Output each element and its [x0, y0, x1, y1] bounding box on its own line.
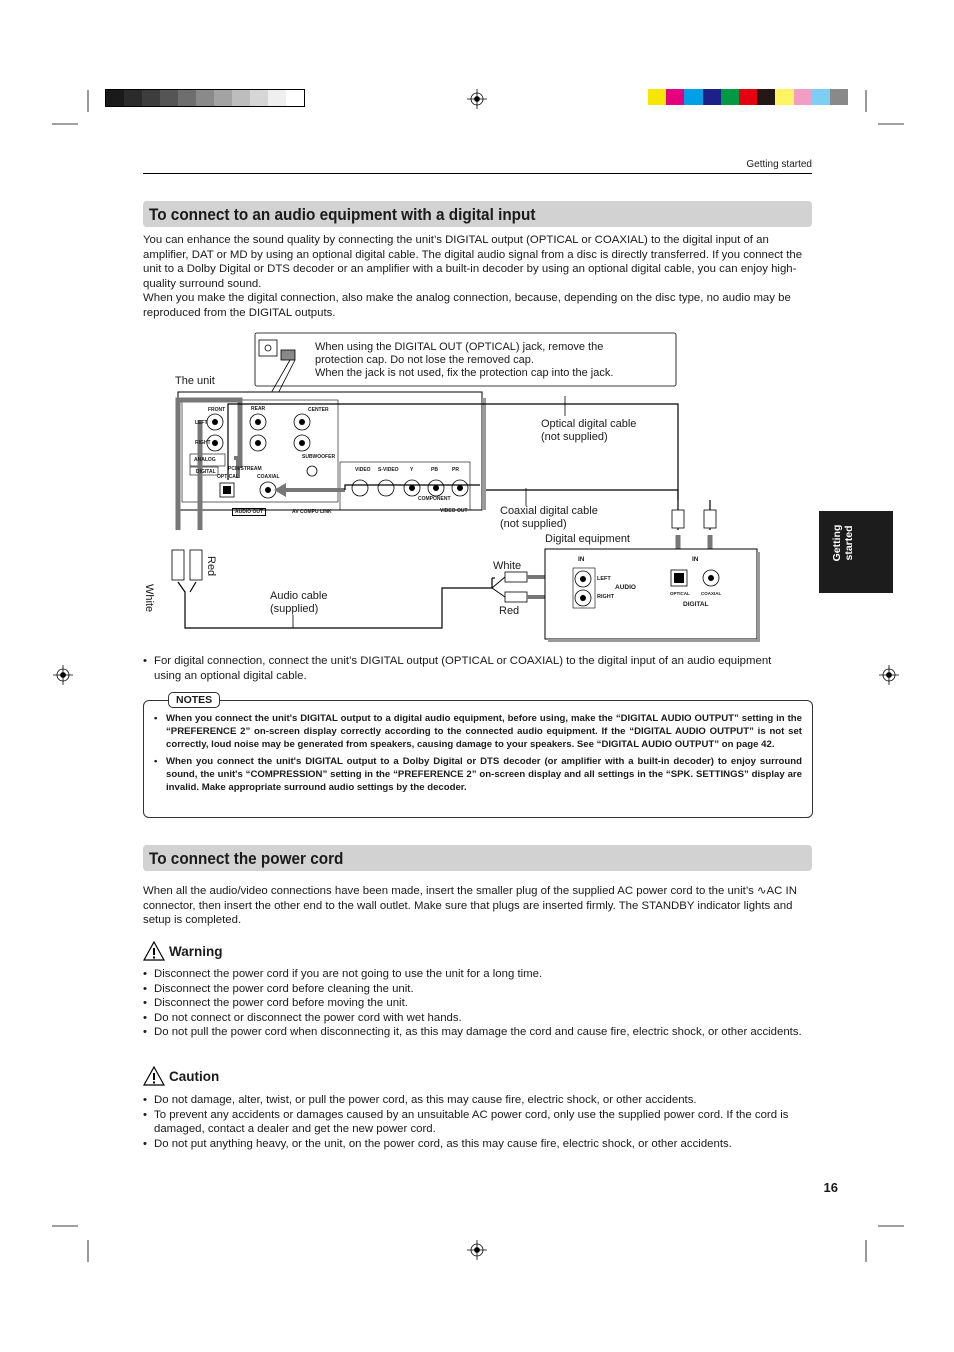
panel-subwoofer: SUBWOOFER	[302, 454, 336, 460]
power-intro-a: When all the audio/video connections have been made, insert the smaller plug of the supplied AC power cord to the unit’s	[143, 885, 754, 897]
optical-cable-line-2: (not supplied)	[541, 431, 608, 443]
panel-pr: PR	[452, 467, 459, 473]
note-item: • When you connect the unit's DIGITAL output to a digital audio equipment, before using, make the “DIGITAL AUDIO OUTPUT” setting in the “PREFERENCE 2” on-screen display correctly according to the connected audio equipment. If the “DIGITAL AUDIO OUTPUT” is not set correctly, loud noise may be generated from speakers, causing damage to your speakers. See “DIGITAL AUDIO OUTPUT” on page 42.	[154, 712, 802, 751]
caution-label: Caution	[169, 1068, 220, 1084]
side-tab-line2: started	[843, 525, 855, 561]
page-number: 16	[823, 1180, 838, 1195]
warning-heading	[143, 941, 223, 961]
panel-video-out: VIDEO OUT	[440, 508, 468, 514]
caution-item: • Do not put anything heavy, or the unit, on the power cord, as this may cause fire, electric shock, or other accidents.	[143, 1137, 811, 1152]
equip-audio: AUDIO	[615, 584, 636, 591]
intro-paragraph	[143, 233, 815, 320]
registration-mark-top	[467, 89, 487, 109]
notes-label: NOTES	[168, 692, 220, 708]
panel-left: LEFT	[195, 420, 208, 426]
red-vertical-label: Red	[205, 556, 217, 577]
equip-coaxial: COAXIAL	[701, 591, 722, 596]
panel-rear: REAR	[251, 406, 266, 412]
warning-item: • Do not connect or disconnect the power cord with wet hands.	[143, 1011, 803, 1026]
panel-pb: PB	[431, 467, 438, 473]
panel-coaxial: COAXIAL	[257, 474, 280, 480]
optical-cable-label	[541, 418, 636, 444]
white-plug-label: White	[493, 560, 522, 572]
notes-list	[154, 712, 802, 794]
warning-item: • Disconnect the power cord before cleaning the unit.	[143, 982, 803, 997]
caution-list	[143, 1093, 811, 1151]
panel-av-compu-link: AV COMPU LINK	[292, 509, 332, 515]
panel-component: COMPONENT	[418, 496, 451, 502]
connection-diagram	[143, 330, 790, 642]
equip-digital: DIGITAL	[683, 601, 709, 608]
callout-text	[315, 341, 675, 380]
warning-item: • Disconnect the power cord before moving the unit.	[143, 996, 803, 1011]
warning-label: Warning	[169, 943, 223, 959]
running-header: Getting started	[746, 159, 812, 170]
warning-item: • Do not pull the power cord when disconnecting it, as this may damage the cord and cause fire, electric shock, or other accidents.	[143, 1025, 803, 1040]
panel-analog: ANALOG	[194, 457, 216, 463]
digital-equipment-label: Digital equipment	[545, 533, 630, 545]
equip-right: RIGHT	[597, 594, 615, 600]
panel-pcm-stream: PCM/STREAM	[228, 466, 262, 472]
warning-triangle-icon	[143, 941, 165, 961]
equip-in-digital: IN	[692, 556, 699, 563]
bullet-item: • For digital connection, connect the unit’s DIGITAL output (OPTICAL or COAXIAL) to the digital input of an audio equipment using an optional digital cable.	[143, 654, 793, 683]
audio-cable-line-1: Audio cable	[270, 590, 328, 602]
side-tab-line1: Getting	[831, 524, 843, 562]
equip-left: LEFT	[597, 576, 611, 582]
caution-triangle-icon	[143, 1066, 165, 1086]
panel-video: VIDEO	[355, 467, 371, 473]
header-rule	[143, 173, 812, 174]
warning-item: • Disconnect the power cord if you are not going to use the unit for a long time.	[143, 967, 803, 982]
intro-text-1: You can enhance the sound quality by connecting the unit’s DIGITAL output (OPTICAL or COAXIAL) to the digital input of an amplifier, DAT or MD by using an optional digital cable. The digital audio signal from a disc is directly transferred. If you connect the unit to a Dolby Digital or DTS decoder or an amplifier with a built-in decoder by using an optional digital cable, you can enjoy high-quality surround sound.	[143, 234, 803, 290]
callout-line-1: When using the DIGITAL OUT (OPTICAL) jack, remove the	[315, 341, 604, 353]
equip-optical: OPTICAL	[670, 591, 690, 596]
panel-audio-out: AUDIO OUT	[232, 508, 266, 516]
caution-heading	[143, 1066, 219, 1086]
callout-line-3: When the jack is not used, fix the protection cap into the jack.	[315, 367, 614, 379]
callout-line-2: protection cap. Do not lose the removed cap.	[315, 354, 534, 366]
section-title: To connect to an audio equipment with a digital input	[149, 205, 536, 224]
panel-optical: OPTICAL	[217, 474, 239, 480]
power-cord-intro	[143, 884, 811, 928]
note-item: • When you connect the unit's DIGITAL output to a Dolby Digital or DTS decoder (or amplifier with a built-in decoder) to enjoy surround sound, the unit's “COMPRESSION” setting in the “PREFERENCE 2” on-screen display and all settings in the “SPK. SETTINGS” display are invalid. Make appropriate surround audio settings by the decoder.	[154, 755, 802, 794]
section-side-tab	[819, 511, 893, 593]
intro-text-2: When you make the digital connection, also make the analog connection, because, depending on the disc type, no audio may be reproduced from the DIGITAL outputs.	[143, 292, 791, 319]
digital-connection-bullet	[143, 654, 793, 683]
coaxial-cable-line-2: (not supplied)	[500, 518, 567, 530]
white-vertical-label: White	[143, 584, 155, 613]
optical-cable-line-1: Optical digital cable	[541, 418, 637, 430]
section-title: To connect the power cord	[149, 849, 344, 868]
caution-item: • To prevent any accidents or damages caused by an unsuitable AC power cord, only use the supplied power cord. If the cord is damaged, contact a dealer and get the new power cord.	[143, 1108, 811, 1137]
notes-box	[143, 694, 813, 818]
panel-front: FRONT	[208, 407, 226, 413]
unit-label: The unit	[175, 375, 215, 387]
registration-mark-left	[53, 665, 73, 685]
red-plug-label: Red	[499, 605, 520, 617]
panel-center: CENTER	[308, 407, 329, 413]
panel-right: RIGHT	[195, 440, 211, 446]
power-intro-b: AC IN connector, then insert the other end to the wall outlet. Make sure that plugs are inserted firmly. The STANDBY indicator lights and setup is completed.	[143, 885, 797, 926]
equip-in-audio: IN	[578, 556, 585, 563]
registration-mark-right	[879, 665, 899, 685]
coaxial-cable-label	[500, 505, 598, 531]
warning-list	[143, 967, 803, 1040]
coaxial-cable-line-1: Coaxial digital cable	[500, 505, 598, 517]
audio-cable-label	[270, 590, 328, 616]
panel-digital: DIGITAL	[196, 469, 216, 475]
caution-item: • Do not damage, alter, twist, or pull the power cord, as this may cause fire, electric shock, or other accidents.	[143, 1093, 811, 1108]
section-title-bar	[143, 201, 812, 227]
panel-y: Y	[410, 467, 414, 473]
registration-mark-bottom	[467, 1240, 487, 1260]
ac-wave-icon: ∿	[757, 885, 767, 897]
audio-cable-line-2: (supplied)	[270, 603, 319, 615]
section-title-bar	[143, 845, 812, 871]
panel-s-video: S-VIDEO	[378, 467, 399, 473]
